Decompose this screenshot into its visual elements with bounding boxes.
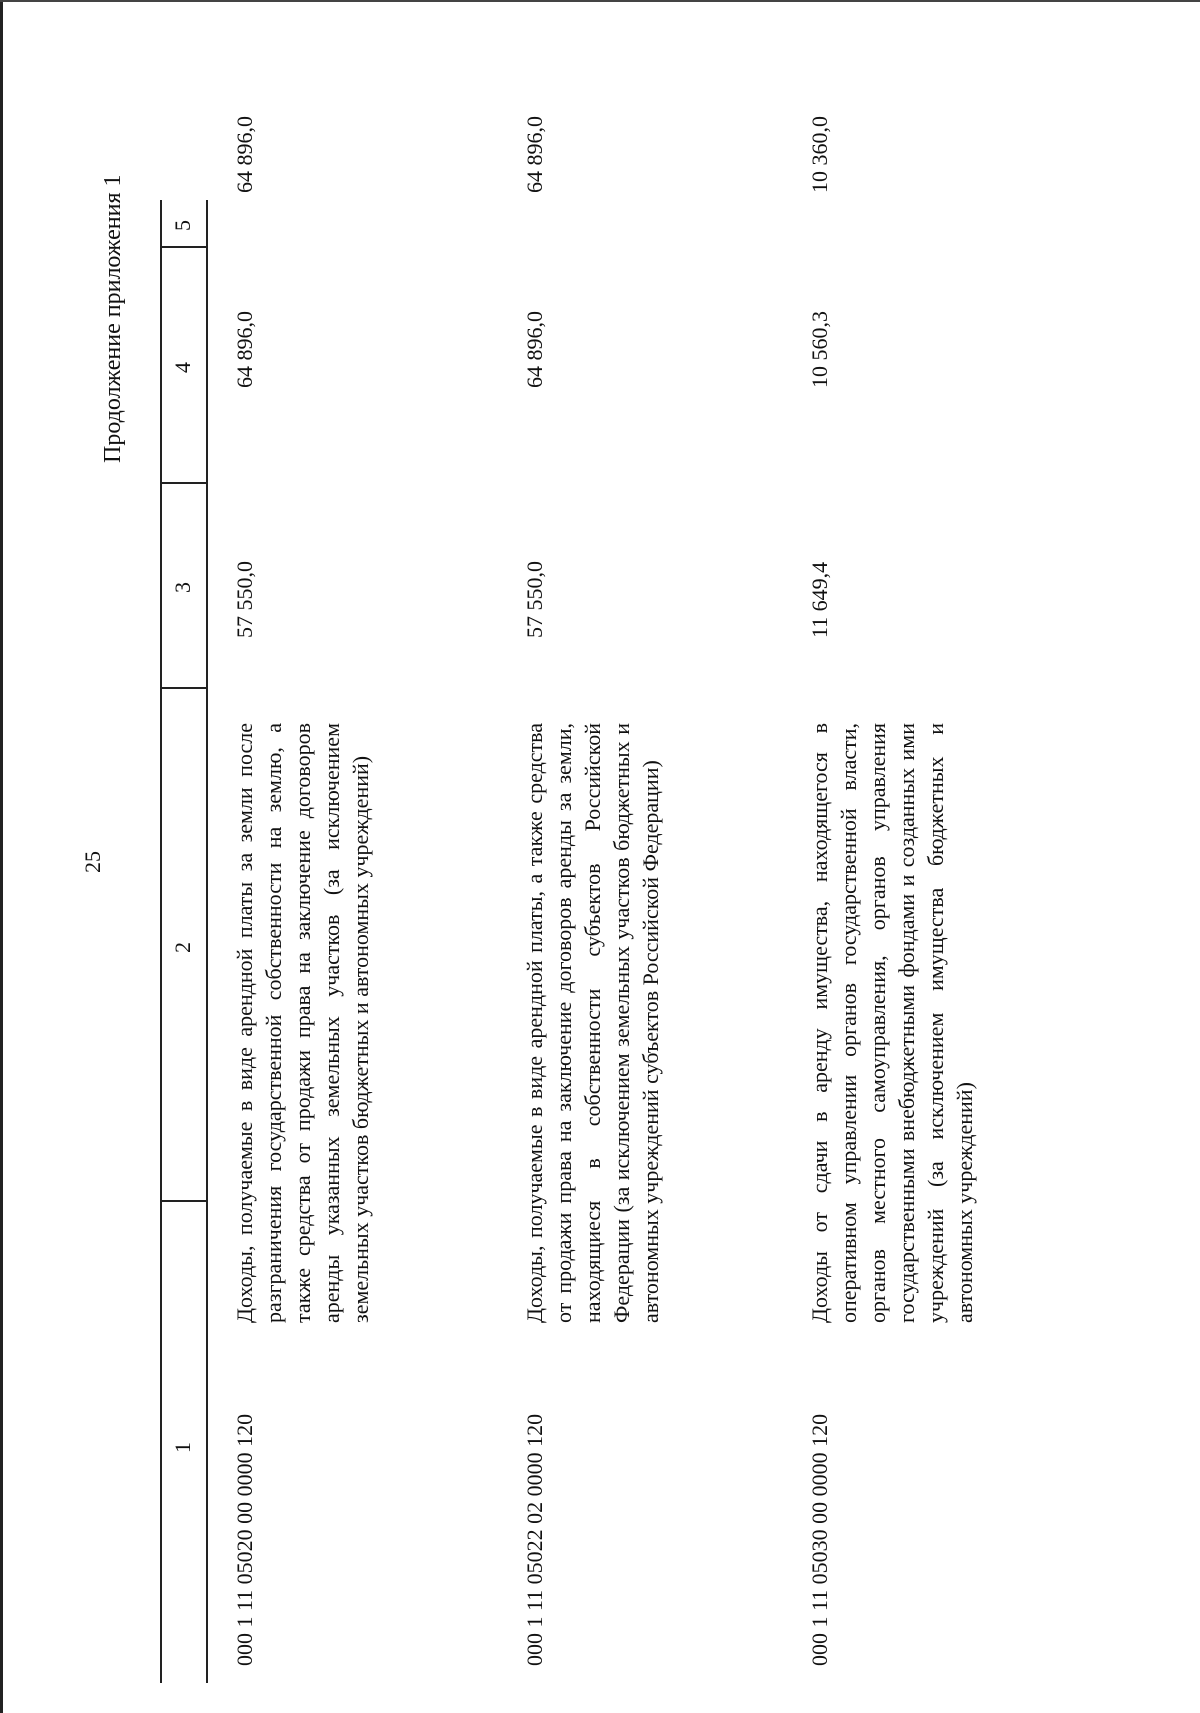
page-number: 25 bbox=[80, 851, 105, 873]
row-3-col3: 11 649,4 bbox=[807, 561, 832, 638]
row-2-col3: 57 550,0 bbox=[522, 561, 547, 638]
column-divider bbox=[160, 247, 206, 249]
table-header-bottom-border bbox=[206, 200, 208, 1683]
column-divider bbox=[160, 483, 206, 485]
row-2-col5: 64 896,0 bbox=[522, 116, 547, 193]
row-3-code: 000 1 11 05030 00 0000 120 bbox=[807, 1413, 832, 1666]
header-col-3: 3 bbox=[170, 582, 195, 593]
header-col-5: 5 bbox=[170, 220, 195, 231]
header-col-1: 1 bbox=[170, 1442, 195, 1453]
row-1-description: Доходы, получаемые в виде арендной платы за земли после разграничения государственной собственности на землю, а также средства от продажи права на заключение договоров аренды указанных земельных участков (за исключением земельных участков бюджетных и автономных учреждений) bbox=[232, 723, 373, 1323]
row-1-col5: 64 896,0 bbox=[232, 116, 257, 193]
header-col-4: 4 bbox=[170, 362, 195, 373]
row-1-col4: 64 896,0 bbox=[232, 311, 257, 388]
row-1-col3: 57 550,0 bbox=[232, 561, 257, 638]
row-1-code: 000 1 11 05020 00 0000 120 bbox=[232, 1413, 257, 1666]
header-col-2: 2 bbox=[170, 942, 195, 953]
column-divider bbox=[160, 688, 206, 690]
row-3-col4: 10 560,3 bbox=[807, 311, 832, 388]
row-2-col4: 64 896,0 bbox=[522, 311, 547, 388]
table-header-top-border bbox=[160, 200, 162, 1683]
row-2-code: 000 1 11 05022 02 0000 120 bbox=[522, 1413, 547, 1666]
row-3-description: Доходы от сдачи в аренду имущества, находящегося в оперативном управлении органов государственной власти, органов местного самоуправления, органов управления государственными внебюджетными фондами и созданных ими учреждений (за исключением имущества бюджетных и автономных учреждений) bbox=[807, 723, 977, 1323]
row-2-description: Доходы, получаемые в виде арендной платы, а также средства от продажи права на заключение договоров аренды за земли, находящиеся в собственности субъектов Российской Федерации (за исключением земельных участков бюджетных и автономных учреждений субъектов Российской Федерации) bbox=[522, 723, 663, 1323]
row-3-col5: 10 360,0 bbox=[807, 116, 832, 193]
continuation-title: Продолжение приложения 1 bbox=[100, 174, 126, 463]
column-divider bbox=[160, 1201, 206, 1203]
